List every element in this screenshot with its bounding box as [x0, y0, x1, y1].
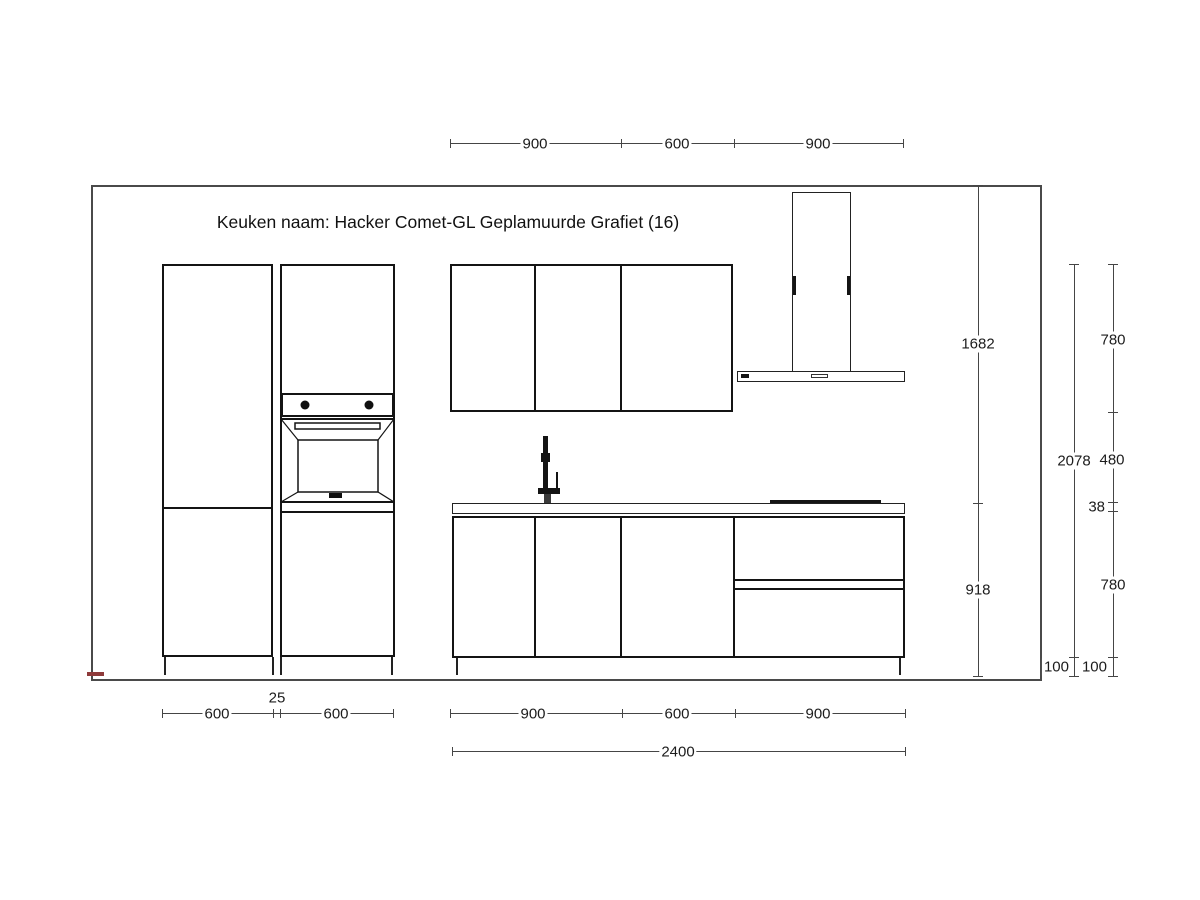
dim-tick: [1108, 502, 1118, 503]
dim-top-mid: 600: [664, 135, 690, 153]
hood-chimney-seam-left: [793, 276, 796, 295]
dim-line-tall-units: [162, 713, 393, 714]
dim-unit-stack: 2078: [1057, 452, 1091, 470]
base-cabinet-door-divider: [620, 517, 622, 657]
tall-plinth-edge: [164, 657, 166, 675]
base-cabinet-run: [452, 516, 905, 658]
dim-base-total: 2400: [661, 743, 695, 761]
drawer-divider-upper: [735, 579, 903, 581]
dim-tick: [1108, 412, 1118, 413]
dim-tick: [273, 709, 274, 718]
tall-cabinet-left: [162, 264, 273, 657]
dim-backsplash-gap: 480: [1099, 451, 1125, 469]
oven-brand-logo: [329, 493, 342, 498]
dim-tall-right-width: 600: [323, 705, 349, 723]
dim-line-unit-stack: [1074, 264, 1075, 677]
dim-tick: [162, 709, 163, 718]
tall-plinth-edge: [280, 657, 282, 675]
dim-line-room-heights: [978, 185, 979, 677]
dim-tick: [621, 139, 622, 148]
tall-cabinet-left-door-split: [163, 507, 272, 509]
dim-base-right: 900: [805, 705, 831, 723]
dim-top-left: 900: [522, 135, 548, 153]
dim-tick: [735, 709, 736, 718]
wall-cabinet-door-divider: [620, 265, 622, 411]
dim-base-left: 900: [520, 705, 546, 723]
dim-tick: [973, 503, 983, 504]
oven-knob-right: [365, 401, 374, 410]
dim-tick: [905, 747, 906, 756]
dim-base-cabinet-height: 780: [1100, 576, 1126, 594]
base-plinth-edge: [899, 658, 901, 675]
dim-tick: [903, 139, 904, 148]
built-in-oven: [278, 390, 398, 516]
hood-chimney-seam-right: [847, 276, 850, 295]
dim-tick: [905, 709, 906, 718]
dim-tick: [1069, 264, 1079, 265]
oven-door-window: [298, 440, 378, 492]
drawer-divider-lower: [735, 588, 903, 590]
dim-tick: [622, 709, 623, 718]
wall-cabinet-door-divider: [534, 265, 536, 411]
dim-wall-cabinet-height: 780: [1100, 331, 1126, 349]
hood-control-switch: [741, 374, 749, 378]
dim-tick: [450, 139, 451, 148]
hood-chimney: [792, 192, 851, 372]
dim-tick: [734, 139, 735, 148]
dim-base-mid: 600: [664, 705, 690, 723]
dim-plinth-inner: 100: [1043, 658, 1069, 676]
corner-accent-mark: [87, 672, 104, 676]
dim-line-component-heights: [1113, 264, 1114, 677]
dim-tick: [1108, 511, 1118, 512]
dim-ceiling-to-worktop: 1682: [961, 335, 995, 353]
oven-door-handle: [295, 423, 380, 429]
dim-tall-left-width: 600: [204, 705, 230, 723]
dim-worktop-thickness: 38: [1088, 498, 1105, 516]
tall-plinth-edge: [272, 657, 274, 675]
dim-tick: [1108, 676, 1118, 677]
dim-top-right: 900: [805, 135, 831, 153]
wall-cabinet-run: [450, 264, 733, 412]
hood-vent-grille: [811, 374, 828, 378]
dim-plinth-outer: 100: [1081, 658, 1107, 676]
dim-tick: [280, 709, 281, 718]
base-cabinet-door-divider: [534, 517, 536, 657]
faucet-joint: [541, 453, 550, 462]
dim-tick: [452, 747, 453, 756]
oven-control-panel: [282, 394, 393, 416]
dim-tick: [973, 185, 983, 186]
dim-tick: [973, 676, 983, 677]
dim-tall-gap: 25: [268, 689, 286, 707]
drawing-title: Keuken naam: Hacker Comet-GL Geplamuurde Grafiet (16): [216, 212, 680, 232]
dim-tick: [1069, 676, 1079, 677]
faucet-mount: [544, 494, 551, 503]
base-plinth-edge: [456, 658, 458, 675]
tall-plinth-edge: [391, 657, 393, 675]
dim-tick: [1108, 657, 1118, 658]
dim-tick: [450, 709, 451, 718]
oven-knob-left: [301, 401, 310, 410]
faucet-body: [543, 436, 548, 490]
worktop: [452, 503, 905, 514]
dim-tick: [393, 709, 394, 718]
dim-worktop-to-floor: 918: [965, 581, 991, 599]
base-cabinet-door-divider: [733, 517, 735, 657]
dim-tick: [1108, 264, 1118, 265]
